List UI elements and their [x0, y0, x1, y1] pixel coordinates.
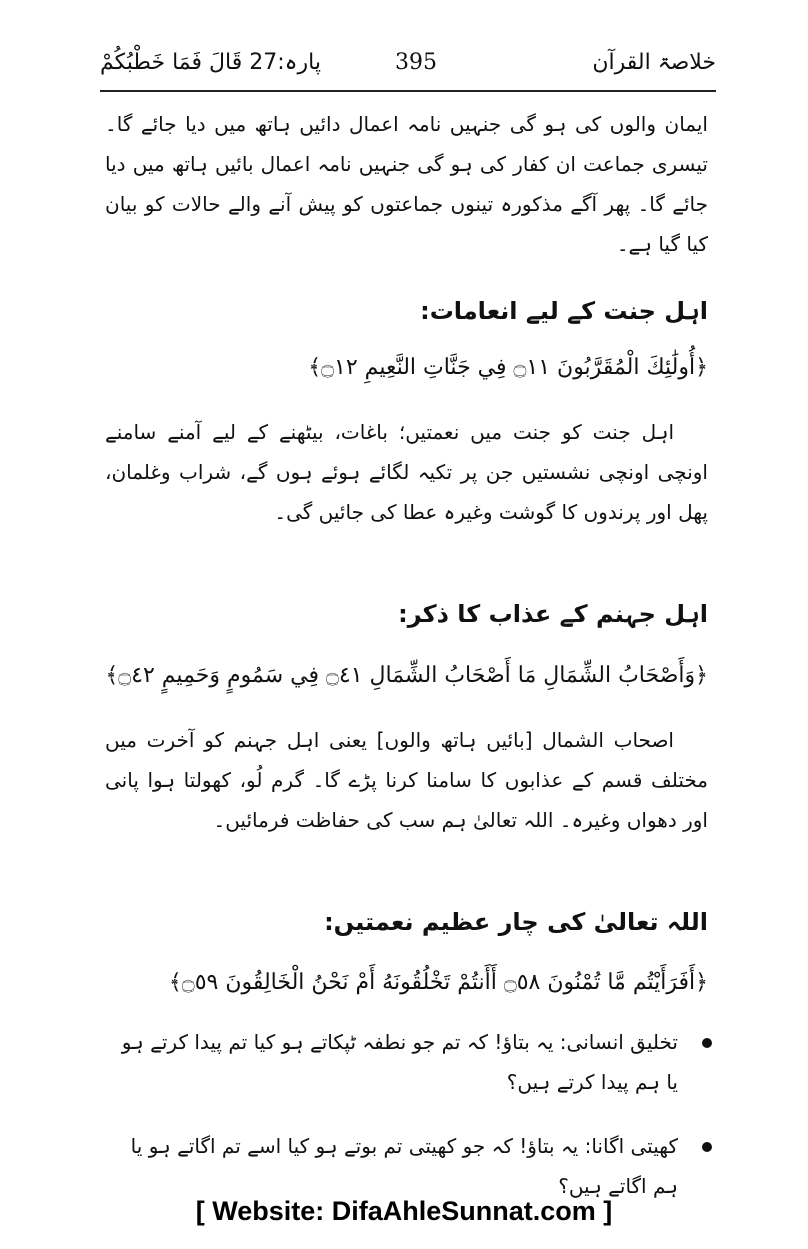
section-heading-paradise: اہل جنت کے لیے انعامات:	[420, 297, 708, 325]
section-heading-hell: اہل جہنم کے عذاب کا ذکر:	[398, 600, 708, 628]
page-number: 395	[395, 50, 437, 75]
running-header	[100, 46, 716, 86]
bullet-icon	[700, 1036, 714, 1050]
quran-ayah-blessings: ﴿أَفَرَأَيْتُم مَّا تُمْنُونَ ۝٥٨ أَأَنتُمْ تَخْلُقُونَهُ أَمْ نَحْنُ الْخَالِقُونَ ۝٥٩﴾	[168, 970, 708, 995]
book-title: خلاصۃ القرآن	[592, 50, 716, 75]
quran-ayah-paradise: ﴿أُولَٰئِكَ الْمُقَرَّبُونَ ۝١١ فِي جَنَّاتِ النَّعِيمِ ۝١٢﴾	[308, 355, 708, 380]
bullet-icon	[700, 1140, 714, 1154]
hell-paragraph: اصحاب الشمال [بائیں ہاتھ والوں] یعنی اہل جہنم کو آخرت میں مختلف قسم کے عذابوں کا سامنا کرنا پڑے گا۔ گرم لُو، کھولتا ہوا پانی اور دھواں وغیرہ۔ اللہ تعالیٰ ہم سب کی حفاظت فرمائیں۔	[105, 728, 708, 832]
section-heading-blessings: اللہ تعالیٰ کی چار عظیم نعمتیں:	[324, 908, 708, 936]
part-label: پارہ:27 قَالَ فَمَا خَطْبُكُمْ	[100, 50, 321, 75]
list-item: تخلیق انسانی: یہ بتاؤ! کہ تم جو نطفہ ٹپکاتے ہو کیا تم پیدا کرتے ہو یا ہم پیدا کرتے ہیں؟	[121, 1030, 678, 1094]
website-footer: [ Website: DifaAhleSunnat.com ]	[195, 1196, 613, 1226]
list-item: کھیتی اگانا: یہ بتاؤ! کہ جو کھیتی تم بوتے ہو کیا اسے تم اگاتے ہو یا ہم اگاتے ہیں؟	[130, 1134, 678, 1198]
header-rule	[100, 90, 716, 92]
quran-ayah-hell: ﴿وَأَصْحَابُ الشِّمَالِ مَا أَصْحَابُ الشِّمَالِ ۝٤١ فِي سَمُومٍ وَحَمِيمٍ ۝٤٢﴾	[105, 663, 708, 688]
paradise-paragraph: اہل جنت کو جنت میں نعمتیں؛ باغات، بیٹھنے کے لیے آمنے سامنے اونچی اونچی نشستیں جن پر تکیہ لگائے ہوئے ہوں گے، شراب وغلمان، پھل اور پرندوں کا گوشت وغیرہ عطا کی جائیں گی۔	[105, 420, 708, 524]
intro-paragraph: ایمان والوں کی ہو گی جنہیں نامہ اعمال دائیں ہاتھ میں دیا جائے گا۔ تیسری جماعت ان کفار کی ہو گی جنہیں نامہ اعمال بائیں ہاتھ میں دیا جائے گا۔ پھر آگے مذکورہ تینوں جماعتوں کو پیش آنے والے حالات کو بیان کیا گیا ہے۔	[105, 112, 708, 256]
